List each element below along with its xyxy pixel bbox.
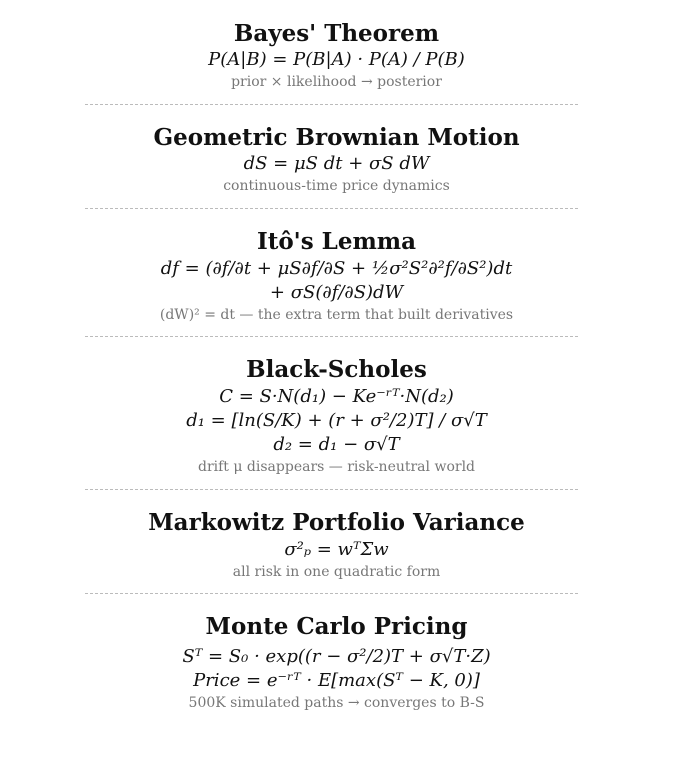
section-title: Monte Carlo Pricing xyxy=(205,613,468,640)
section-title: Geometric Brownian Motion xyxy=(153,124,520,151)
section-title: Markowitz Portfolio Variance xyxy=(148,509,525,536)
section-note: (dW)² = dt — the extra term that built derivatives xyxy=(159,307,514,323)
section-ito xyxy=(0,229,673,325)
section-bayes xyxy=(0,21,673,92)
equation-line: P(A|B) = P(B|A) · P(A) / P(B) xyxy=(208,49,465,70)
section-note: prior × likelihood → posterior xyxy=(231,74,442,90)
equation-line: σ²ₚ = wᵀΣw xyxy=(284,539,389,560)
section-title: Itô's Lemma xyxy=(256,228,417,255)
section-monte-carlo xyxy=(0,614,673,713)
section-markowitz xyxy=(0,510,673,582)
section-divider xyxy=(85,104,578,105)
equation-line: d₁ = [ln(S/K) + (r + σ²/2)T] / σ√T xyxy=(186,410,487,431)
equation-line: C = S·N(d₁) − Ke⁻ʳᵀ·N(d₂) xyxy=(219,386,454,407)
equation-line: Price = e⁻ʳᵀ · E[max(Sᵀ − K, 0)] xyxy=(193,670,480,691)
section-gbm xyxy=(0,125,673,196)
section-note: all risk in one quadratic form xyxy=(232,564,441,580)
section-title: Black-Scholes xyxy=(246,356,427,383)
equation-line: dS = μS dt + σS dW xyxy=(243,153,430,174)
section-black-scholes xyxy=(0,357,673,477)
section-divider xyxy=(85,208,578,209)
equation-line: d₂ = d₁ − σ√T xyxy=(273,434,400,455)
equation-line: Sᵀ = S₀ · exp((r − σ²/2)T + σ√T·Z) xyxy=(182,646,491,667)
section-note: 500K simulated paths → converges to B-S xyxy=(188,695,485,711)
section-divider xyxy=(85,336,578,337)
equation-line: df = (∂f/∂t + μS∂f/∂S + ½σ²S²∂²f/∂S²)dt xyxy=(160,258,513,279)
section-divider xyxy=(85,489,578,490)
section-note: drift μ disappears — risk-neutral world xyxy=(197,459,476,475)
equation-line: + σS(∂f/∂S)dW xyxy=(269,282,404,303)
section-divider xyxy=(85,593,578,594)
section-title: Bayes' Theorem xyxy=(233,20,440,47)
section-note: continuous-time price dynamics xyxy=(223,178,450,194)
